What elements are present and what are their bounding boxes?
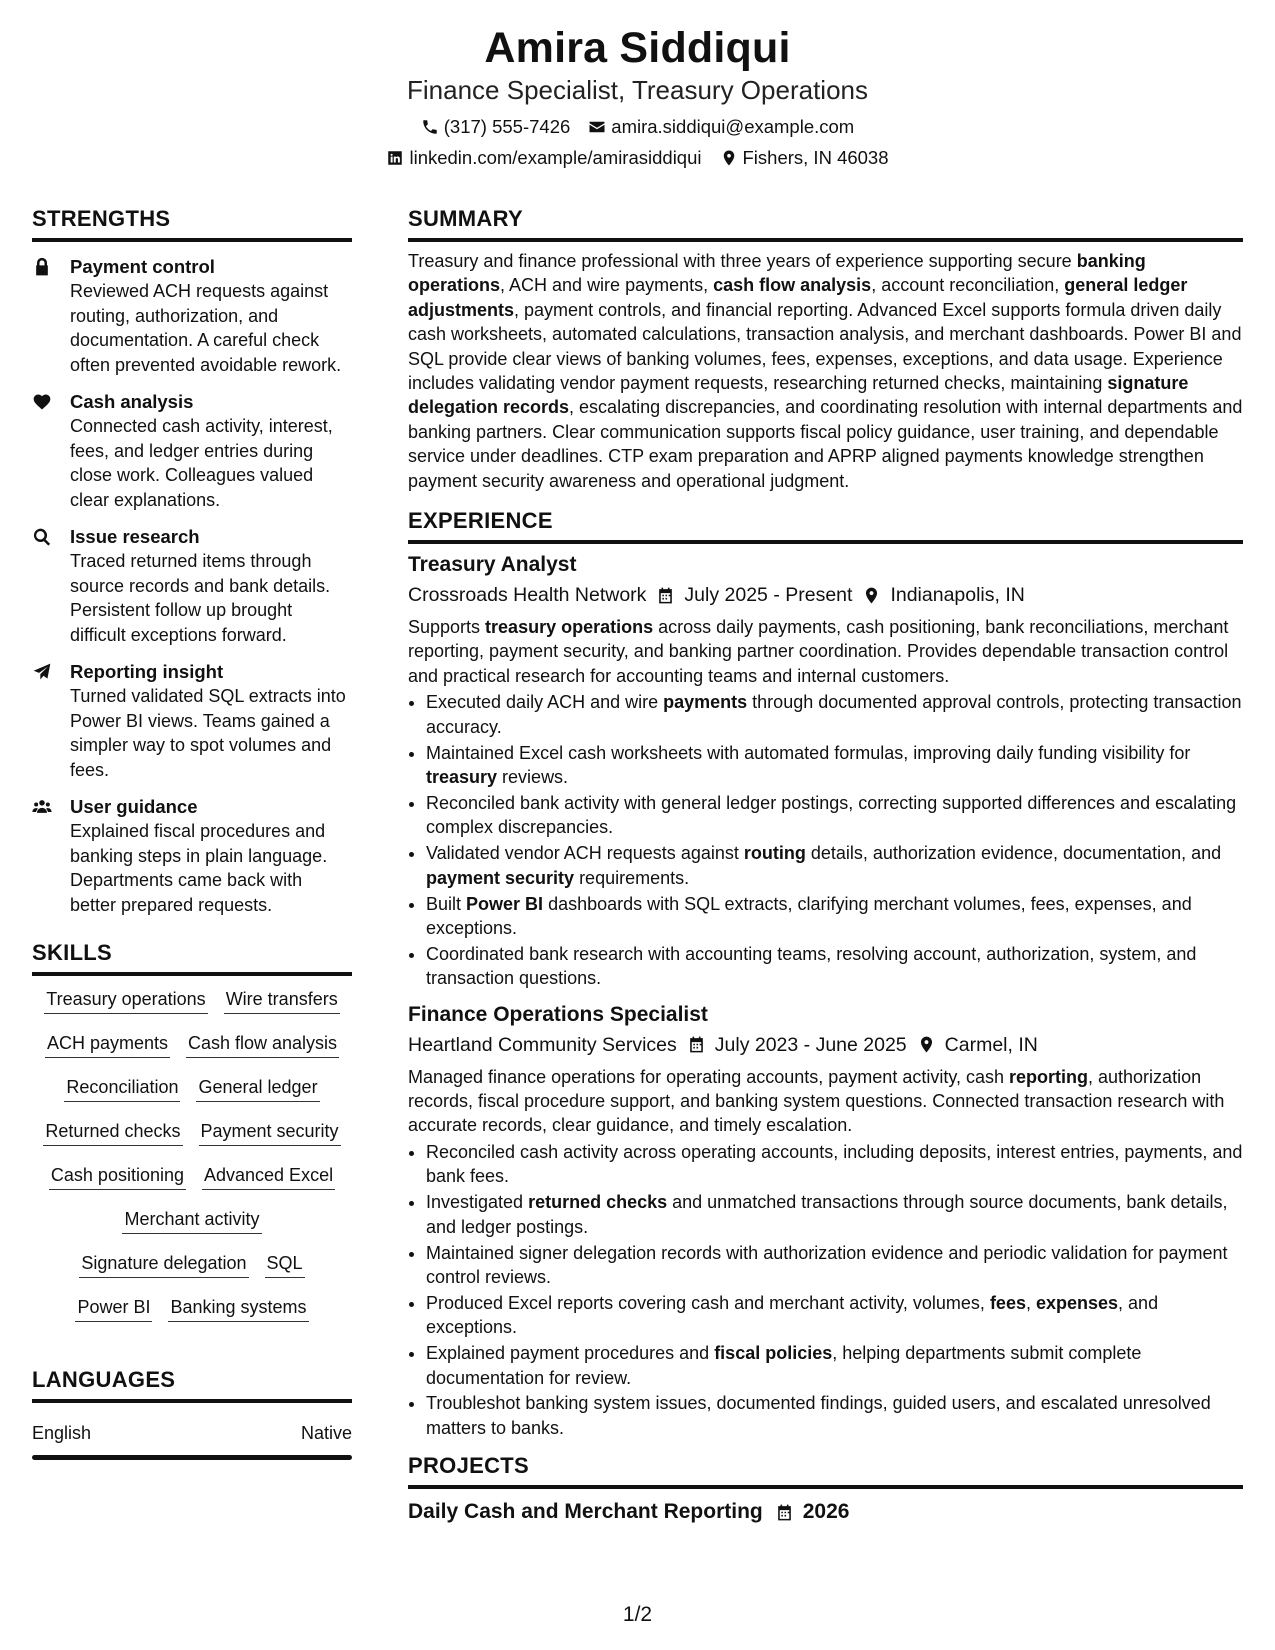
job-bullet: • Maintained Excel cash worksheets with automated formulas, improving daily funding visibility for treasury reviews.: [426, 741, 1243, 790]
skill-tag: General ledger: [196, 1076, 319, 1102]
languages-heading: LANGUAGES: [32, 1367, 176, 1392]
strength-text: Reviewed ACH requests against routing, authorization, and documentation. A careful check often prevented avoidable rework.: [70, 281, 342, 375]
phone-icon: [421, 118, 439, 136]
skill-tag: Banking systems: [168, 1296, 308, 1322]
job-dates: July 2025 - Present: [684, 584, 853, 607]
email-contact[interactable]: [588, 116, 854, 138]
language-name: English: [32, 1423, 92, 1443]
strength-text: Traced returned items through source records and bank details. Persistent follow up brought difficult exceptions forward.: [70, 551, 331, 645]
job-bullet: • Reconciled cash activity across operating accounts, including deposits, interest entries, payments, and bank fees.: [426, 1140, 1243, 1189]
strengths-rule: [32, 238, 352, 242]
language-level-bar: [32, 1455, 352, 1460]
job-location: Indianapolis, IN: [890, 584, 1025, 607]
strength-heading: Cash analysis: [70, 391, 194, 412]
job-meta: [408, 1032, 1243, 1058]
linkedin-icon: [386, 149, 404, 167]
skills-list: [32, 988, 352, 1322]
calendar-icon: [656, 586, 675, 605]
language-level: Native: [300, 1423, 352, 1443]
experience-heading: EXPERIENCE: [408, 508, 553, 534]
job-meta: [408, 582, 1243, 608]
map-pin-icon: [720, 149, 738, 167]
project-name: Daily Cash and Merchant Reporting: [408, 1500, 763, 1524]
map-pin-icon: [862, 586, 881, 605]
envelope-icon: [588, 118, 606, 136]
skill-tag: Merchant activity: [122, 1208, 261, 1234]
job-bullet: • Validated vendor ACH requests against routing details, authorization evidence, documentation, and payment security requirements.: [426, 841, 1243, 890]
projects-heading: PROJECTS: [408, 1453, 529, 1479]
contact-row-2: [0, 147, 1275, 169]
calendar-icon: [687, 1035, 706, 1054]
skills-heading: SKILLS: [32, 940, 113, 965]
job-bullet: • Investigated returned checks and unmatched transactions through source documents, bank details, and ledger postings.: [426, 1190, 1243, 1239]
contact-row-1: [0, 116, 1275, 138]
candidate-title: Finance Specialist, Treasury Operations: [407, 75, 868, 105]
skill-tag: Signature delegation: [79, 1252, 248, 1278]
skills-section: [32, 939, 352, 1322]
projects-section: [408, 1452, 1243, 1526]
resume-header: [0, 22, 1275, 169]
skill-tag: Reconciliation: [64, 1076, 180, 1102]
skill-tag: Advanced Excel: [202, 1164, 335, 1190]
strength-item: [32, 795, 352, 917]
left-column: [32, 205, 352, 1460]
linkedin-text[interactable]: linkedin.com/example/amirasiddiqui: [409, 147, 702, 168]
job-title: Finance Operations Specialist: [408, 1002, 708, 1026]
strength-text: Connected cash activity, interest, fees, and ledger entries during close work. Colleagues valued clear explanations.: [70, 416, 333, 510]
lock-icon: [32, 257, 52, 277]
right-column: [408, 205, 1243, 1526]
project-year: 2026: [802, 1500, 850, 1524]
summary-text: Treasury and finance professional with three years of experience supporting secure banking operations, ACH and wire payments, cash flow analysis, account reconciliation, general ledger adjustments, payment controls, and financial reporting. Advanced Excel supports formula driven daily cash worksheets, automated calculations, transaction analysis, and merchant dashboards. Power BI and SQL provide clear views of banking volumes, fees, expenses, exceptions, and data usage. Experience includes validating vendor payment requests, researching returned checks, maintaining signature delegation records, escalating discrepancies, and coordinating resolution with internal departments and banking partners. Clear communication supports fiscal policy guidance, user training, and dependable service under deadlines. CTP exam preparation and APRP aligned payments knowledge strengthen payment security awareness and operational judgment.: [408, 251, 1243, 491]
strength-heading: Payment control: [70, 256, 215, 277]
experience-rule: [408, 540, 1243, 544]
heart-icon: [32, 392, 52, 412]
job-company: Heartland Community Services: [408, 1033, 677, 1056]
job-dates: July 2023 - June 2025: [714, 1033, 907, 1056]
skill-tag: Treasury operations: [44, 988, 207, 1014]
skill-tag: Wire transfers: [224, 988, 340, 1014]
phone-contact: [421, 116, 571, 138]
skills-rule: [32, 972, 352, 976]
page-number: 1/2: [622, 1603, 653, 1626]
strength-heading: User guidance: [70, 796, 198, 817]
experience-section: [408, 507, 1243, 1440]
strength-heading: Issue research: [70, 526, 200, 547]
job-company: Crossroads Health Network: [408, 584, 647, 607]
users-icon: [32, 797, 52, 817]
job-bullet: • Produced Excel reports covering cash and merchant activity, volumes, fees, expenses, and exceptions.: [426, 1291, 1243, 1340]
phone-text: (317) 555-7426: [443, 116, 571, 137]
job-bullets: [408, 690, 1243, 990]
job-bullet: • Maintained signer delegation records with authorization evidence and periodic validation for payment control reviews.: [426, 1241, 1243, 1290]
job-bullet: • Coordinated bank research with accounting teams, resolving account, authorization, system, and transaction questions.: [426, 942, 1243, 991]
strength-text: Explained fiscal procedures and banking steps in plain language. Departments came back with better prepared requests.: [70, 821, 328, 915]
languages-rule: [32, 1399, 352, 1403]
skill-tag: Cash flow analysis: [186, 1032, 339, 1058]
skill-tag: Returned checks: [43, 1120, 182, 1146]
strength-item: [32, 390, 352, 512]
job-bullet: • Troubleshot banking system issues, documented findings, guided users, and escalated unresolved matters to banks.: [426, 1391, 1243, 1440]
skill-tag: ACH payments: [45, 1032, 170, 1058]
job-entry: [408, 1001, 1243, 1441]
location-contact: [720, 147, 889, 169]
map-pin-icon: [917, 1035, 936, 1054]
location-text: Fishers, IN 46038: [742, 147, 889, 168]
email-text[interactable]: amira.siddiqui@example.com: [611, 116, 855, 137]
skill-tag: Cash positioning: [49, 1164, 186, 1190]
job-bullet: • Built Power BI dashboards with SQL extracts, clarifying merchant volumes, fees, expenses, and exceptions.: [426, 892, 1243, 941]
strength-item: [32, 525, 352, 647]
skill-tag: Power BI: [75, 1296, 152, 1322]
strengths-section: [32, 205, 352, 917]
calendar-icon: [775, 1503, 794, 1522]
job-title: Treasury Analyst: [408, 553, 577, 577]
paper-plane-icon: [32, 662, 52, 682]
strength-item: [32, 255, 352, 377]
summary-heading: SUMMARY: [408, 206, 523, 231]
languages-section: [32, 1366, 352, 1460]
language-row: [32, 1421, 352, 1445]
strength-item: [32, 660, 352, 782]
job-location: Carmel, IN: [944, 1033, 1038, 1056]
summary-section: [408, 205, 1243, 493]
summary-rule: [408, 238, 1243, 242]
job-description: Managed finance operations for operating accounts, payment activity, cash reporting, authorization records, fiscal procedure support, and banking system questions. Connected transaction research with accurate records, clear guidance, and timely escalation.: [408, 1066, 1225, 1136]
search-icon: [32, 527, 52, 547]
candidate-name: Amira Siddiqui: [484, 24, 791, 72]
strengths-heading: STRENGTHS: [32, 206, 171, 231]
project-entry: [408, 1498, 1243, 1526]
job-bullet: • Reconciled bank activity with general ledger postings, correcting supported differences and escalating complex discrepancies.: [426, 791, 1243, 840]
skill-tag: Payment security: [199, 1120, 341, 1146]
strength-text: Turned validated SQL extracts into Power BI views. Teams gained a simpler way to spot volumes and fees.: [70, 686, 346, 780]
linkedin-contact[interactable]: [386, 147, 701, 169]
job-bullet: • Executed daily ACH and wire payments through documented approval controls, protecting transaction accuracy.: [426, 690, 1243, 739]
job-bullet: • Explained payment procedures and fiscal policies, helping departments submit complete documentation for review.: [426, 1341, 1243, 1390]
skill-tag: SQL: [265, 1252, 305, 1278]
job-entry: [408, 551, 1243, 991]
job-description: Supports treasury operations across daily payments, cash positioning, bank reconciliations, merchant reporting, payment security, and banking partner coordination. Provides dependable transaction control and practical research for accounting teams and internal customers.: [408, 617, 1229, 686]
strength-heading: Reporting insight: [70, 661, 224, 682]
job-bullets: [408, 1140, 1243, 1440]
projects-rule: [408, 1485, 1243, 1489]
